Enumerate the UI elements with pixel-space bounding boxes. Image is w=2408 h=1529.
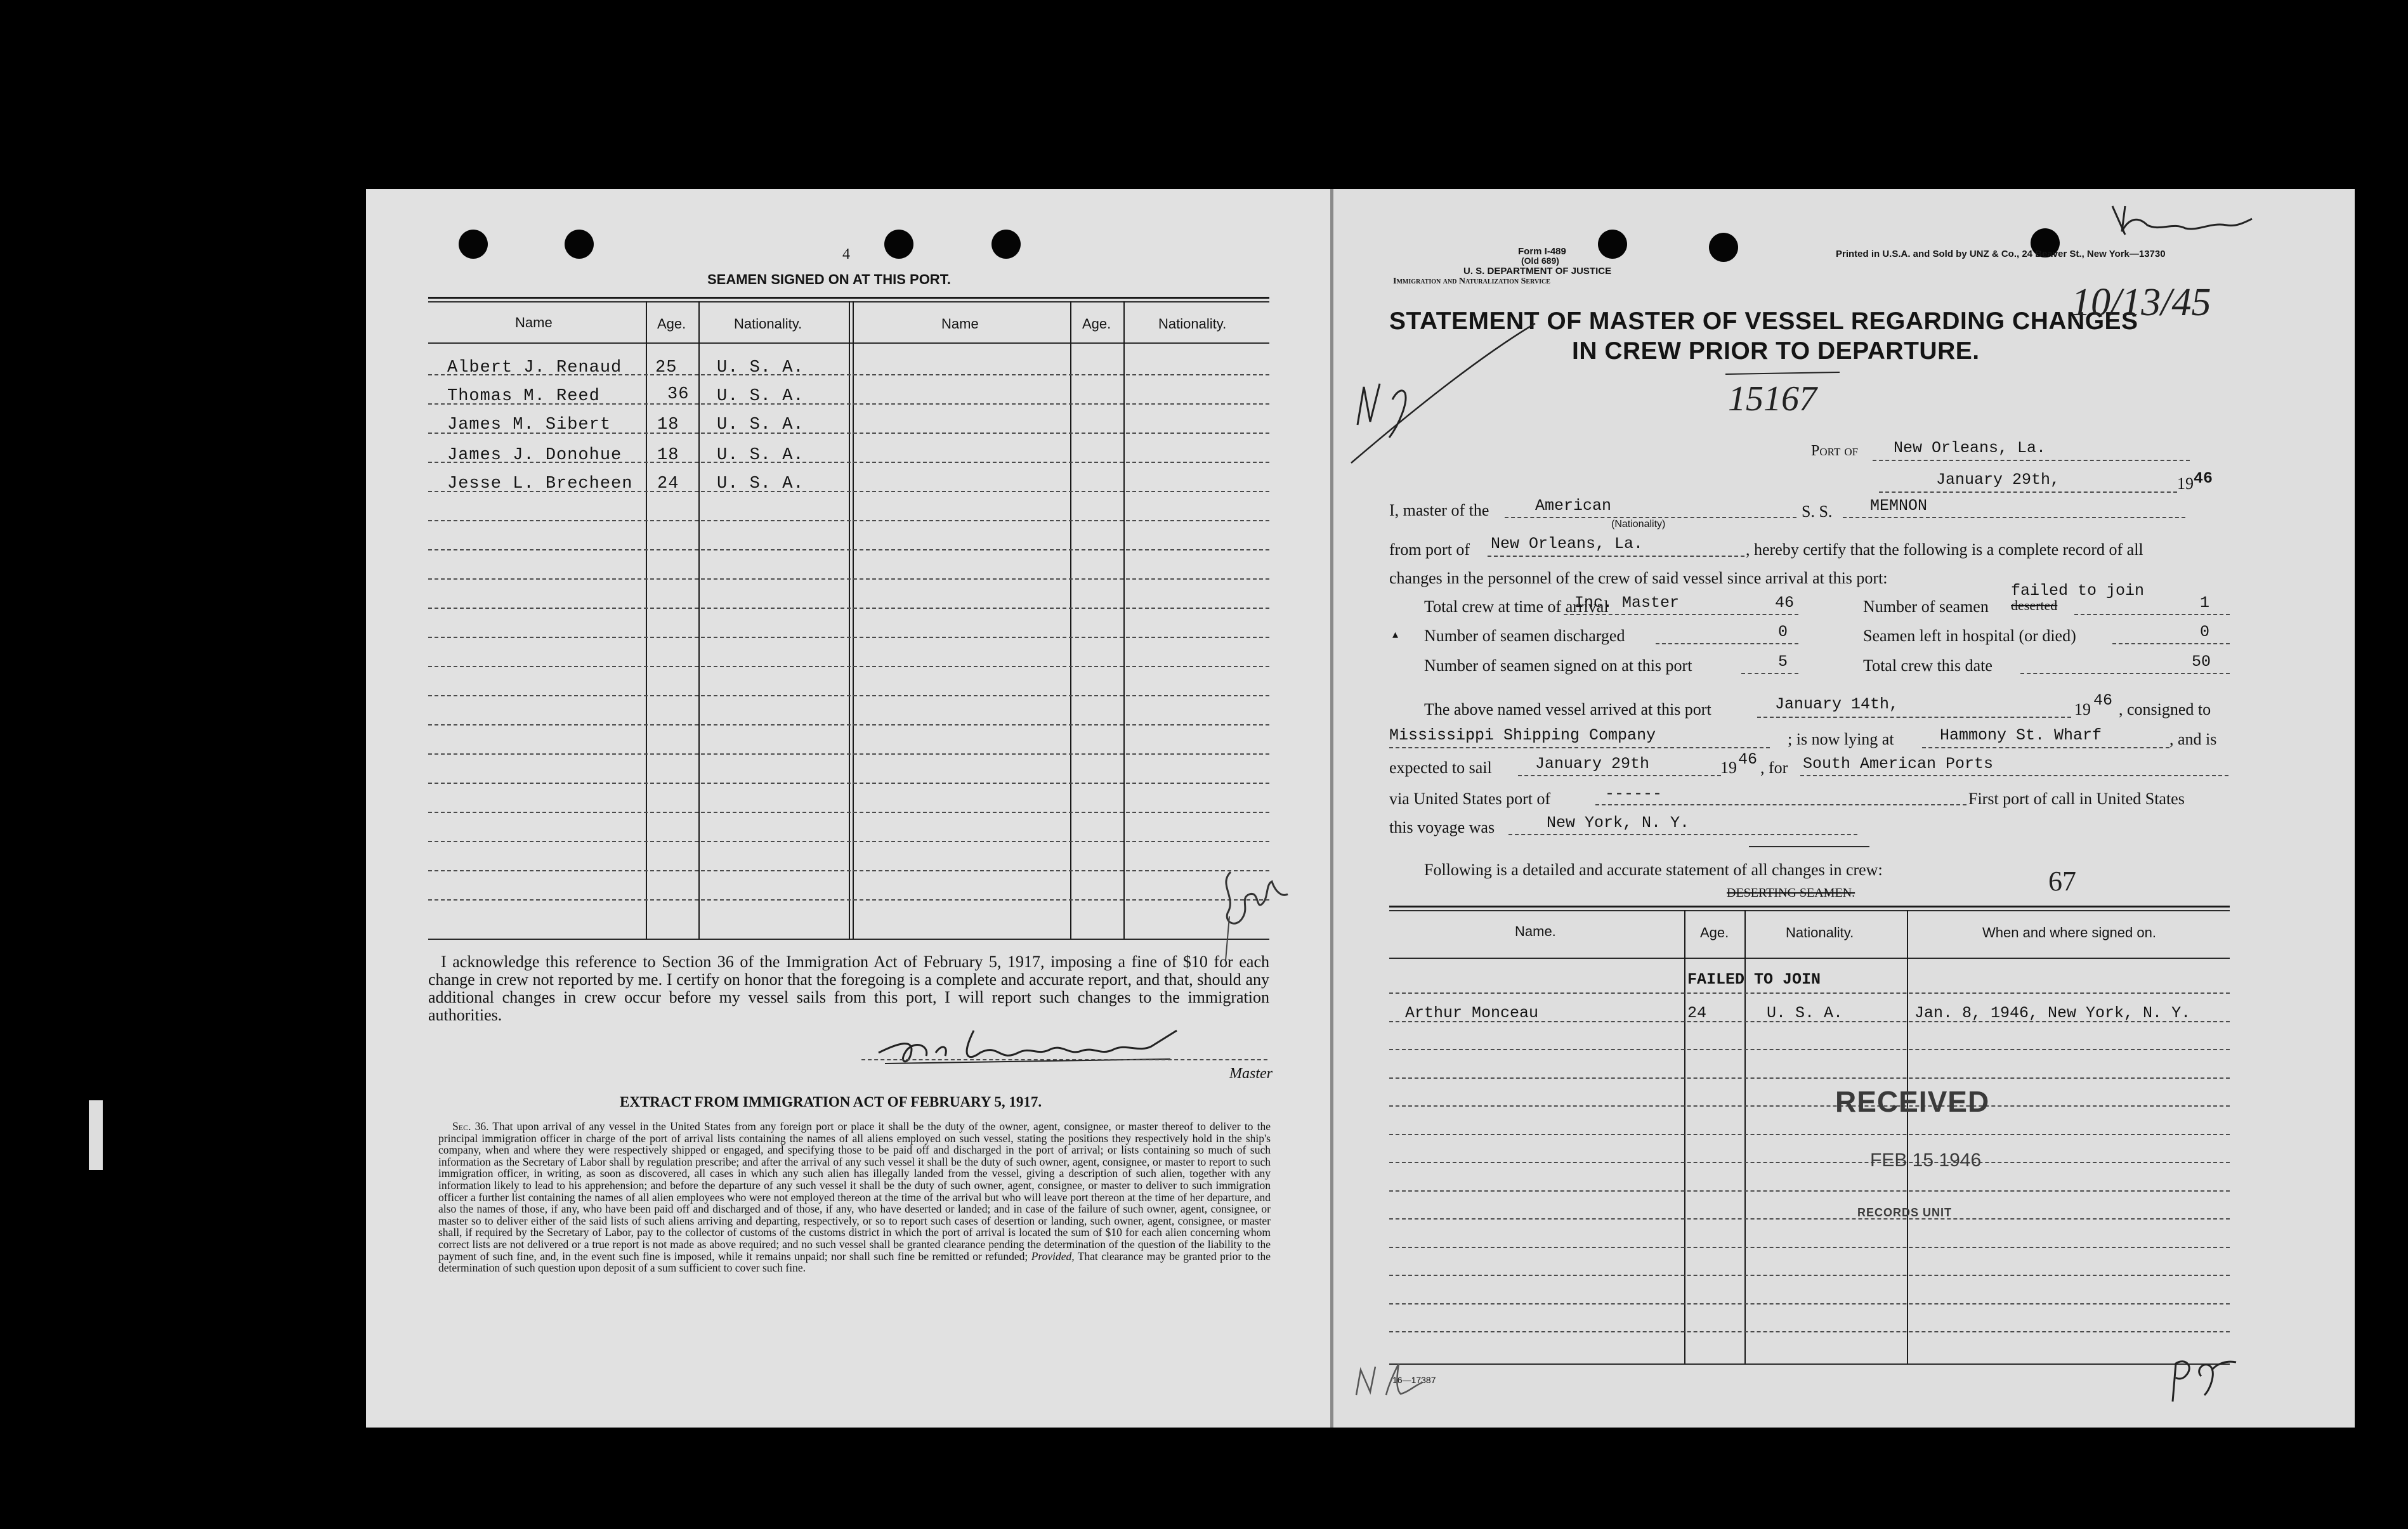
total-date-label: Total crew this date xyxy=(1863,656,1992,675)
handwritten-ny xyxy=(1345,317,1548,469)
handwritten-memnon xyxy=(2109,197,2255,247)
col-line xyxy=(853,301,854,939)
voyage-label: this voyage was xyxy=(1389,818,1495,836)
row-rule xyxy=(1389,1049,2230,1050)
sail-year: 46 xyxy=(1738,750,1758,769)
row-rule xyxy=(1389,1247,2230,1248)
hospital-label: Seamen left in hospital (or died) xyxy=(1863,627,2076,645)
year-prefix: 19 xyxy=(2177,474,2194,493)
extract-tail: That clearance may be granted prior to the determination of such question upon deposit of a sum sufficient to cover such fine. xyxy=(438,1249,1271,1275)
row-rule xyxy=(1389,1190,2230,1192)
handwritten-67 xyxy=(2046,862,2097,901)
row-rule xyxy=(428,578,1269,580)
punch-hole xyxy=(884,230,913,259)
row-rule xyxy=(1389,1077,2230,1079)
signed-on-line xyxy=(1741,673,1798,674)
handwritten-initials-pd xyxy=(2166,1351,2242,1408)
col-header-nationality: Nationality. xyxy=(734,316,802,332)
total-crew-line xyxy=(1564,614,1798,615)
signed-on-label: Number of seamen signed on at this port xyxy=(1424,656,1692,675)
change-signed-on: Jan. 8, 1946, New York, N. Y. xyxy=(1914,1004,2191,1022)
seamen-label: Number of seamen xyxy=(1863,597,1989,616)
changes-top-rule-2 xyxy=(1389,910,2230,911)
port-line xyxy=(1873,460,2190,461)
changes-col-line xyxy=(1907,910,1908,1363)
row-rule xyxy=(428,637,1269,638)
discharged-line xyxy=(1656,643,1798,644)
port-value: New Orleans, La. xyxy=(1894,439,2046,457)
lying-line xyxy=(1922,747,2169,748)
signed-on-value: 5 xyxy=(1778,653,1788,671)
form-title-line1: STATEMENT OF MASTER OF VESSEL REGARDING CHANGES xyxy=(1389,308,2138,335)
seaman-name: Jesse L. Brecheen xyxy=(447,474,633,493)
extract-title: EXTRACT FROM IMMIGRATION ACT OF FEBRUARY 5, 1917. xyxy=(620,1094,1042,1110)
footer-code: 16—17387 xyxy=(1392,1375,1436,1385)
master-signature xyxy=(872,1018,1183,1075)
edge-scrap xyxy=(89,1100,103,1170)
for-label: , for xyxy=(1760,758,1788,777)
handwritten-date xyxy=(2065,270,2280,333)
row-rule xyxy=(428,870,1269,871)
ss-label: S. S. xyxy=(1802,502,1833,521)
punch-hole xyxy=(459,230,488,259)
changes-header-age: Age. xyxy=(1700,925,1729,940)
seaman-nationality: U. S. A. xyxy=(717,446,804,465)
stamp-received: RECEIVED xyxy=(1835,1085,1990,1118)
deserting-struck: DESERTING SEAMEN. xyxy=(1727,886,1855,900)
row-rule xyxy=(428,549,1269,550)
row-rule xyxy=(428,520,1269,521)
row-rule xyxy=(1389,1134,2230,1135)
and-is: , and is xyxy=(2169,730,2217,748)
date-value: January 29th, xyxy=(1936,471,2060,489)
sail-date: January 29th xyxy=(1535,755,1650,773)
seaman-name: James M. Sibert xyxy=(447,415,612,434)
certify-text: , hereby certify that the following is a complete record of all xyxy=(1746,540,2143,559)
department: U. S. DEPARTMENT OF JUSTICE xyxy=(1463,266,1612,277)
changes-top-rule xyxy=(1389,906,2230,908)
destination-value: South American Ports xyxy=(1803,755,1994,773)
col-line xyxy=(1070,301,1071,939)
arrived-date: January 14th, xyxy=(1775,695,1899,713)
seaman-name: Thomas M. Reed xyxy=(447,387,600,406)
from-port-value: New Orleans, La. xyxy=(1491,535,1644,553)
first-port-value: New York, N. Y. xyxy=(1547,814,1690,832)
page-number: 4 xyxy=(842,246,850,263)
svg-text:10/13/45: 10/13/45 xyxy=(2071,281,2211,324)
row-rule xyxy=(1389,1303,2230,1305)
tick-mark: ▴ xyxy=(1392,628,1399,641)
row-rule xyxy=(1389,1275,2230,1276)
sail-date-line xyxy=(1518,775,1721,776)
row-rule xyxy=(428,841,1269,842)
row-rule xyxy=(1389,1331,2230,1332)
form-title-line2: IN CREW PRIOR TO DEPARTURE. xyxy=(1572,337,1980,365)
seaman-nationality: U. S. A. xyxy=(717,358,804,377)
total-crew-label: Total crew at time of arrival xyxy=(1424,597,1609,616)
seaman-nationality: U. S. A. xyxy=(717,474,804,493)
changes-bottom-rule xyxy=(1389,1363,2230,1365)
discharged-value: 0 xyxy=(1778,623,1788,641)
seaman-age: 18 xyxy=(657,415,679,434)
printer-note: Printed in U.S.A. and Sold by UNZ & Co., 24 Beaver St., New York—13730 xyxy=(1836,249,2166,259)
handwritten-initials xyxy=(1212,859,1294,967)
row-rule xyxy=(428,753,1269,755)
row-rule xyxy=(1389,1218,2230,1220)
seaman-name: Albert J. Renaud xyxy=(447,358,622,377)
row-rule xyxy=(1389,1162,2230,1163)
arrived-label: The above named vessel arrived at this port xyxy=(1424,700,1711,719)
nationality-caption: (Nationality) xyxy=(1611,519,1666,530)
col-header-age: Age. xyxy=(657,316,686,332)
service: Immigration and Naturalization Service xyxy=(1393,277,1550,286)
punch-hole xyxy=(565,230,594,259)
expected-label: expected to sail xyxy=(1389,758,1492,777)
consignee-value: Mississippi Shipping Company xyxy=(1389,726,1656,745)
seamen-handwritten-label: failed to join xyxy=(2011,582,2145,600)
handwritten-number xyxy=(1719,371,1846,422)
from-port-label: from port of xyxy=(1389,540,1470,559)
arrived-year-prefix: 19 xyxy=(2074,700,2091,719)
changes-header-nationality: Nationality. xyxy=(1786,925,1854,940)
col-header-name: Name xyxy=(941,316,979,332)
failed-to-join-section: FAILED TO JOIN xyxy=(1687,970,1821,989)
row-rule xyxy=(428,783,1269,784)
total-crew-note: Inc. Master xyxy=(1574,594,1680,612)
seaman-age: 24 xyxy=(657,474,679,493)
from-port-line xyxy=(1488,556,1744,557)
year-suffix: 46 xyxy=(2194,469,2213,488)
col-header-age: Age. xyxy=(1082,316,1111,332)
date-line xyxy=(1879,491,2177,493)
col-line xyxy=(1123,301,1125,939)
page-fold xyxy=(1330,189,1333,1428)
col-line xyxy=(698,301,700,939)
table-bottom-rule xyxy=(428,939,1269,940)
seaman-age: 18 xyxy=(657,446,679,465)
punch-hole xyxy=(1598,230,1627,259)
vessel-line xyxy=(1843,517,2185,518)
acknowledgment-text: I acknowledge this reference to Section 36 of the Immigration Act of February 5, 1917, imposing a fine of $10 for each change in crew not reported by me. I certify on honor that the foregoing is a complete and accurate report, and that, should any additional changes in crew occur before my vessel sails from this port, I will report such changes to the immigration authorities. xyxy=(428,953,1269,1024)
arrived-line xyxy=(1757,717,2071,718)
seaman-age: 36 xyxy=(667,385,690,404)
row-rule xyxy=(428,695,1269,696)
changes-header-name: Name. xyxy=(1515,923,1556,939)
row-rule xyxy=(428,724,1269,725)
consignee-line xyxy=(1389,747,1770,748)
row-rule xyxy=(428,666,1269,667)
form-number: Form I-489 xyxy=(1518,246,1566,257)
table-top-rule xyxy=(428,297,1269,299)
hospital-line xyxy=(2112,643,2230,644)
col-line xyxy=(849,301,850,939)
seaman-nationality: U. S. A. xyxy=(717,387,804,406)
seaman-nationality: U. S. A. xyxy=(717,415,804,434)
form-old: (Old 689) xyxy=(1521,256,1559,266)
failed-to-join-value: 1 xyxy=(2200,594,2210,612)
handwritten-nl-mark xyxy=(1351,1357,1427,1402)
changes-col-line xyxy=(1684,910,1685,1363)
stamp-unit: RECORDS UNIT xyxy=(1857,1206,1953,1219)
row-rule xyxy=(428,812,1269,813)
sail-year-prefix: 19 xyxy=(1720,758,1737,777)
via-port-value: ------ xyxy=(1605,784,1663,803)
signature-line xyxy=(861,1059,1267,1060)
changes-header-rule xyxy=(1389,958,2230,959)
svg-text:15167: 15167 xyxy=(1728,379,1817,419)
destination-line xyxy=(1800,775,2228,776)
punch-hole xyxy=(991,230,1021,259)
master-of-label: I, master of the xyxy=(1389,501,1489,519)
first-port-line xyxy=(1508,834,1857,835)
nationality-value: American xyxy=(1535,497,1612,515)
row-rule xyxy=(1389,1105,2230,1107)
stamp-date: FEB 15 1946 xyxy=(1870,1150,1982,1171)
changes-header-signed-on: When and where signed on. xyxy=(1982,925,2156,940)
col-header-name: Name xyxy=(515,315,553,330)
extract-text xyxy=(438,1121,1271,1274)
seaman-age: 25 xyxy=(655,358,677,377)
extract-body: That upon arrival of any vessel in the United States from any foreign port or place it shall be the duty of the owner, agent, consignee, or master thereof to deliver to the principal immigration officer in charge of the port of arrival lists containing the names of all aliens employed on such vessel, stating the positions they respectively hold in the ship's company, when and where they were respectively shipped or engaged, and specifying those to be paid off and discharged in the port of arrival; or lists containing so much of such information as the Secretary of Labor shall by regulation prescribe; and after the arrival of any such vessel it shall be the duty of such owner, agent, consignee, or master to report to such immigration officer, in writing, as soon as discovered, all cases in which any such alien has illegally landed from the vessel, giving a description of such alien, together with any information likely to lead to his apprehension; and before the departure of any such vessel it shall be the duty of such owner, agent, consignee, or master to deliver to such immigration officer a further list containing the names of all alien employees who were not employed thereon at the time of the arrival but who will leave port thereon at the time of her departure, and also the names of those, if any, who have been paid off and discharged and of those, if any, who have deserted or landed; and in case of the failure of such owner, agent, consignee, or master so to deliver either of the said lists of such aliens arriving and departing, respectively, or so to report such cases of desertion or landing, such owner, agent, consignee, or master shall, if required by the Secretary of Labor, pay to the collector of customs of the customs district in which the port of arrival is located the sum of $10 for each alien concerning whom correct lists are not delivered or a true report is not made as above required; and no such vessel shall be granted clearance pending the determination of the question of the liability to the payment of such fine, and, in the event such fine is imposed, while it remains unpaid; nor shall such fine be remitted or refunded; xyxy=(438,1120,1271,1263)
via-line xyxy=(1595,804,1966,805)
total-date-value: 50 xyxy=(2192,653,2211,671)
arrived-year: 46 xyxy=(2093,691,2113,710)
vessel-name: MEMNON xyxy=(1870,497,1928,515)
hospital-value: 0 xyxy=(2200,623,2210,641)
change-nationality: U. S. A. xyxy=(1767,1004,1843,1022)
short-rule xyxy=(1749,846,1869,847)
following-label: Following is a detailed and accurate statement of all changes in crew: xyxy=(1424,861,1883,879)
change-name: Arthur Monceau xyxy=(1405,1004,1539,1022)
change-age: 24 xyxy=(1687,1004,1707,1022)
total-date-line xyxy=(2020,673,2230,674)
row-rule xyxy=(428,608,1269,609)
row-rule xyxy=(428,899,1269,901)
extract-section: Sec. 36. xyxy=(452,1120,489,1133)
col-line xyxy=(646,301,647,939)
seamen-signed-title: SEAMEN SIGNED ON AT THIS PORT. xyxy=(707,271,951,287)
col-header-nationality: Nationality. xyxy=(1158,316,1227,332)
extract-provided: Provided, xyxy=(1031,1249,1075,1263)
signature-label: Master xyxy=(1229,1065,1273,1082)
lying-label: ; is now lying at xyxy=(1788,730,1894,748)
first-port-label: First port of call in United States xyxy=(1968,790,2185,808)
consigned-label: , consigned to xyxy=(2119,700,2211,719)
failed-line xyxy=(2074,614,2230,615)
punch-hole xyxy=(1709,233,1738,262)
nationality-line xyxy=(1505,517,1796,518)
seaman-name: James J. Donohue xyxy=(447,446,622,465)
via-label: via United States port of xyxy=(1389,790,1551,808)
changes-text: changes in the personnel of the crew of said vessel since arrival at this port: xyxy=(1389,569,1888,587)
seamen-struck-word: deserted xyxy=(2011,597,2058,613)
lying-at-value: Hammony St. Wharf xyxy=(1940,726,2102,745)
row-rule xyxy=(1389,992,2230,994)
discharged-label: Number of seamen discharged xyxy=(1424,627,1625,645)
port-label: Port of xyxy=(1811,443,1859,459)
svg-text:67: 67 xyxy=(2048,866,2076,897)
total-crew-value: 46 xyxy=(1775,594,1795,612)
